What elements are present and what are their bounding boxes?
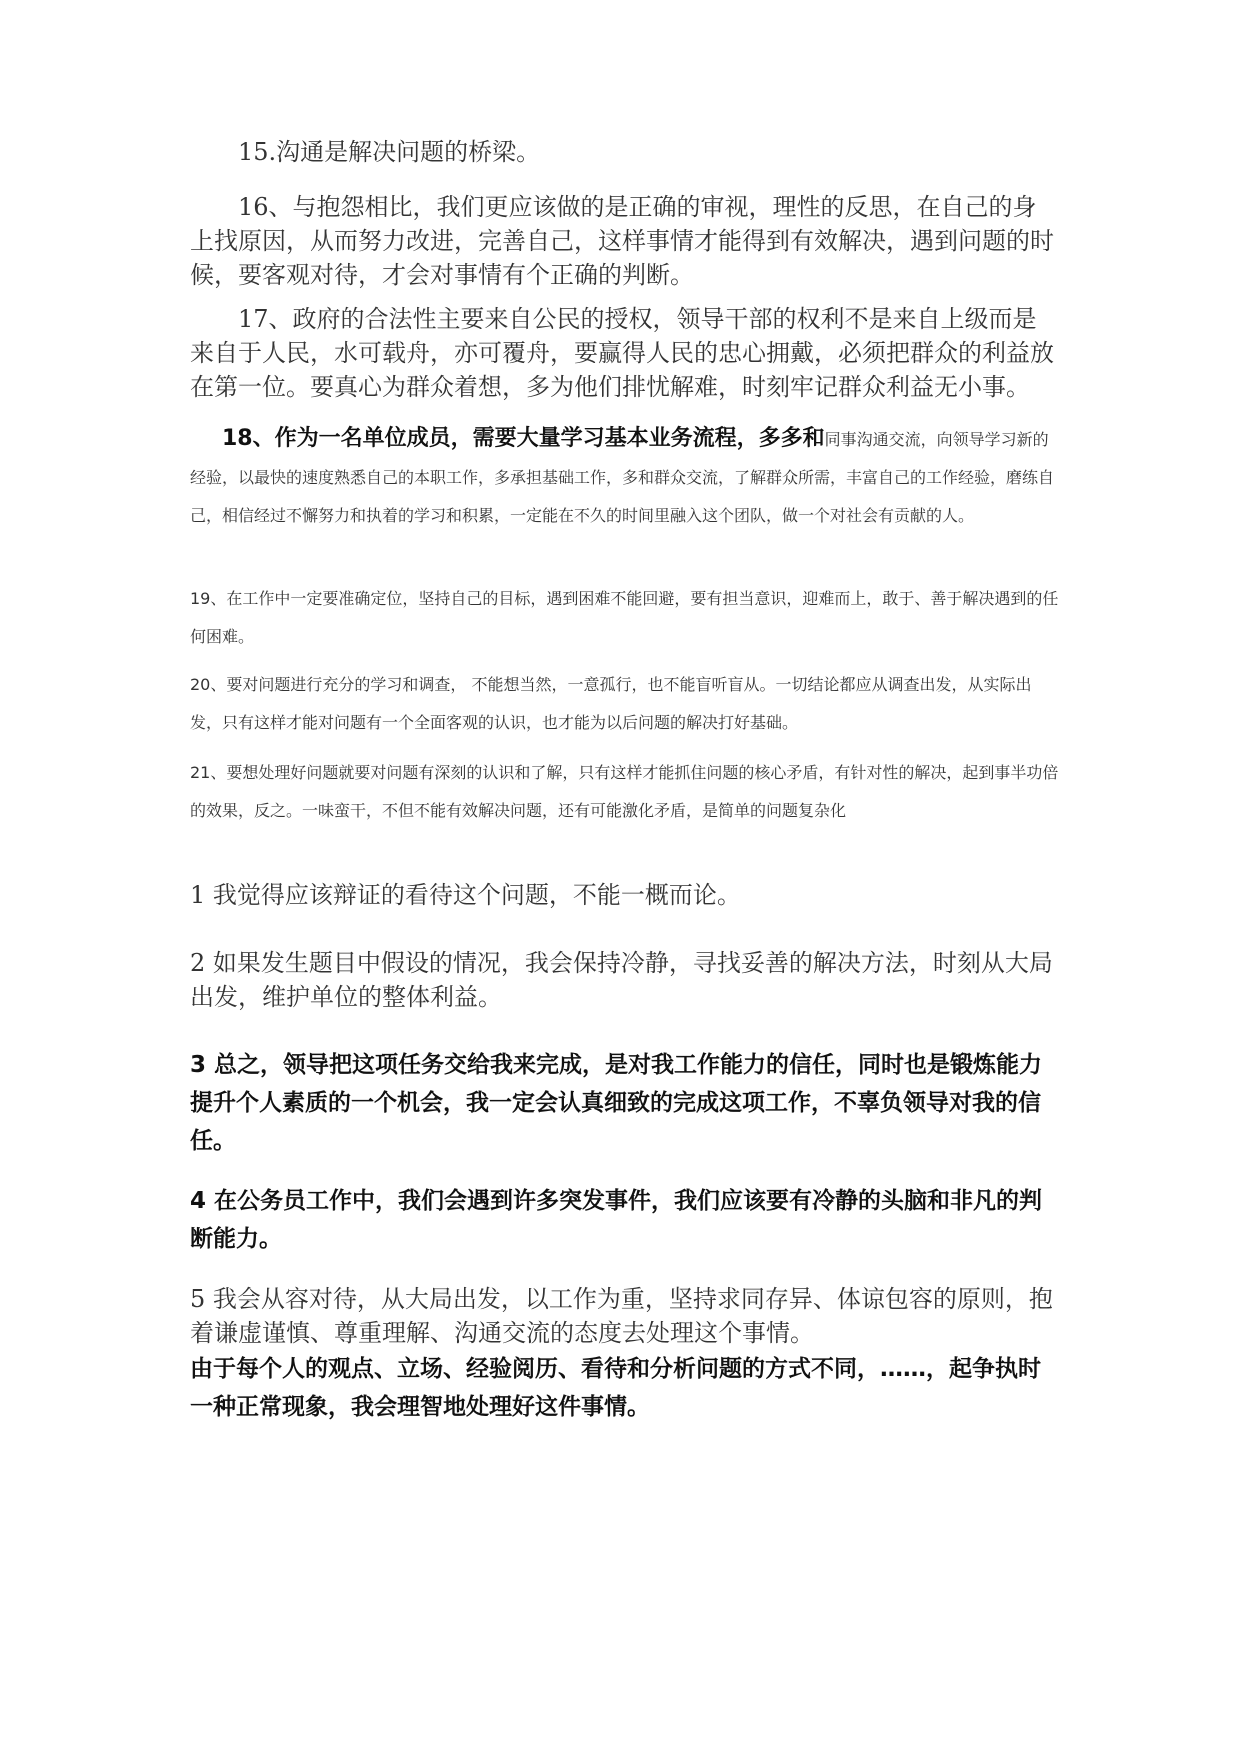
- answer-3: 3 总之，领导把这项任务交给我来完成，是对我工作能力的信任，同时也是锻炼能力提升个人素质的一个机会，我一定会认真细致的完成这项工作，不辜负领导对我的信任。: [190, 1052, 1043, 1154]
- answer-1: 1 我觉得应该辩证的看待这个问题，不能一概而论。: [190, 881, 741, 909]
- paragraph-15: 15.沟通是解决问题的桥梁。: [238, 138, 541, 166]
- answer-5: 5 我会从容对待，从大局出发，以工作为重，坚持求同存异、体谅包容的原则，抱着谦虚谨慎、尊重理解、沟通交流的态度去处理这个事情。: [190, 1285, 1053, 1347]
- paragraph-18: [190, 420, 1060, 535]
- answer-4: 4 在公务员工作中，我们会遇到许多突发事件，我们应该要有冷静的头脑和非凡的判断能力。: [190, 1188, 1043, 1252]
- paragraph-17: 17、政府的合法性主要来自公民的授权，领导干部的权利不是来自上级而是来自于人民，水可载舟，亦可覆舟，要赢得人民的忠心拥戴，必须把群众的利益放在第一位。要真心为群众着想，多为他们排忧解难，时刻牢记群众利益无小事。: [190, 305, 1054, 401]
- paragraph-18-rest: 同事沟通交流，向领导学习新的经验，以最快的速度熟悉自己的本职工作，多承担基础工作，多和群众交流，了解群众所需，丰富自己的工作经验，磨练自己，相信经过不懈努力和执着的学习和积累，一定能在不久的时间里融入这个团队，做一个对社会有贡献的人。: [190, 430, 1055, 525]
- paragraph-21: 21、要想处理好问题就要对问题有深刻的认识和了解，只有这样才能抓住问题的核心矛盾，有针对性的解决，起到事半功倍的效果，反之。一味蛮干，不但不能有效解决问题，还有可能激化矛盾，是简单的问题复杂化: [190, 763, 1059, 820]
- paragraph-19: 19、在工作中一定要准确定位，坚持自己的目标，遇到困难不能回避，要有担当意识，迎难而上，敢于、善于解决遇到的任何困难。: [190, 589, 1059, 646]
- answer-2: 2 如果发生题目中假设的情况，我会保持冷静，寻找妥善的解决方法，时刻从大局出发，维护单位的整体利益。: [190, 949, 1053, 1011]
- paragraph-18-bold: 18、作为一名单位成员，需要大量学习基本业务流程，多多和: [222, 426, 825, 451]
- paragraph-16: 16、与抱怨相比，我们更应该做的是正确的审视，理性的反思，在自己的身上找原因，从而努力改进，完善自己，这样事情才能得到有效解决，遇到问题的时候，要客观对待，才会对事情有个正确的判断。: [190, 193, 1054, 289]
- answer-5-bold: 由于每个人的观点、立场、经验阅历、看待和分析问题的方式不同，……，起争执时一种正常现象，我会理智地处理好这件事情。: [190, 1356, 1041, 1420]
- paragraph-20: 20、要对问题进行充分的学习和调查， 不能想当然，一意孤行，也不能盲听盲从。一切结论都应从调查出发，从实际出发，只有这样才能对问题有一个全面客观的认识，也才能为以后问题的解决打好基础。: [190, 675, 1032, 732]
